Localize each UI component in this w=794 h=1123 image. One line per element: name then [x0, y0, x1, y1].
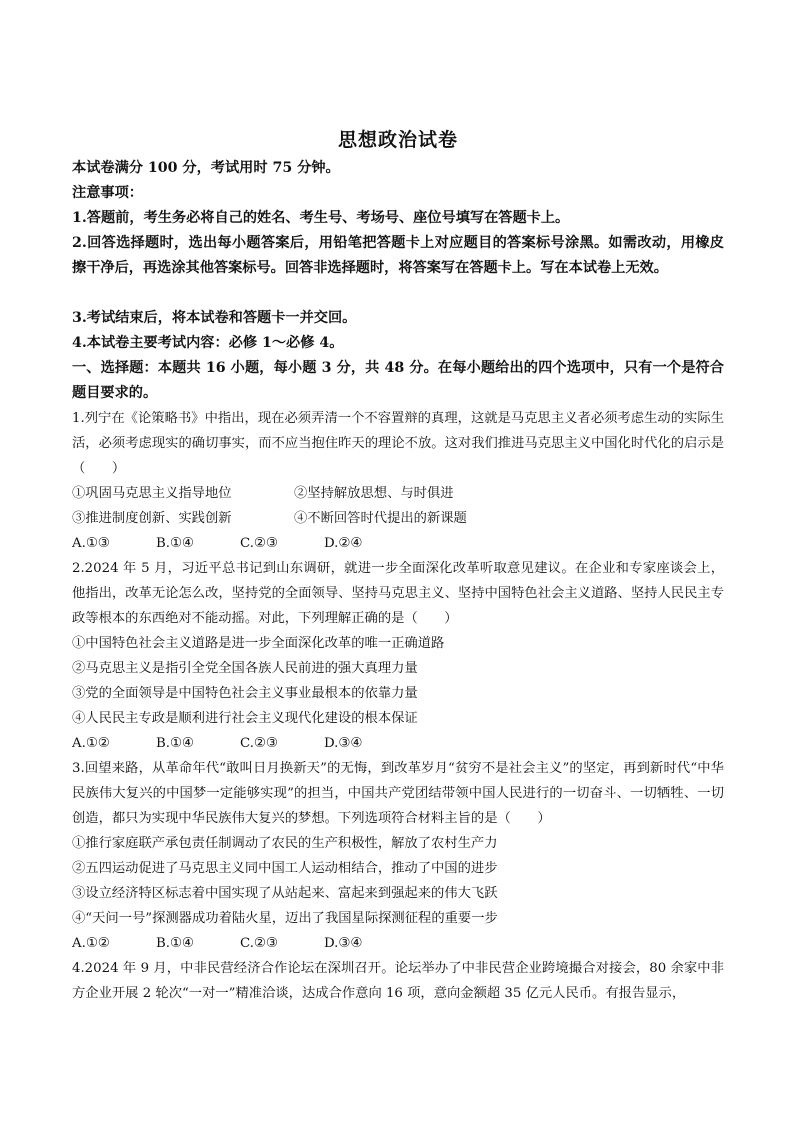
- answer-options: [72, 531, 724, 556]
- question-item: ①推行家庭联产承包责任制调动了农民的生产积极性，解放了农村生产力: [72, 836, 498, 851]
- answer-option: A.①③: [72, 536, 110, 551]
- answer-option: B.①④: [156, 536, 194, 551]
- question-stem: 4.2024 年 9 月，中非民营经济合作论坛在深圳召开。论坛举办了中非民营企业跨境撮合对接会，80 余家中非方企业开展 2 轮次“一对一”精准洽谈，达成合作意向 16 项，意向金额超 35 亿元人民币。有报告显示，: [72, 961, 724, 1001]
- section-heading: 一、选择题：本题共 16 小题，每小题 3 分，共 48 分。在每小题给出的四个选项中，只有一个是符合题目要求的。: [72, 360, 724, 401]
- question-3: [72, 756, 724, 956]
- notice-item-3: 3.考试结束后，将本试卷和答题卡一并交回。: [72, 310, 357, 326]
- answer-option: D.③④: [324, 736, 363, 751]
- answer-option: D.③④: [324, 936, 363, 951]
- answer-options: [72, 931, 724, 956]
- question-item: ④人民民主专政是顺利进行社会主义现代化建设的根本保证: [72, 711, 418, 726]
- question-item: ①中国特色社会主义道路是进一步全面深化改革的唯一正确道路: [72, 636, 445, 651]
- notice-heading: 注意事项：: [72, 185, 143, 201]
- question-stem: 2.2024 年 5 月，习近平总书记到山东调研，就进一步全面深化改革听取意见建议。在企业和专家座谈会上，他指出，改革无论怎么改，坚持党的全面领导、坚持马克思主义、坚持中国特色社会主义道路、坚持人民民主专政等根本的东西绝对不能动摇。对此，下列理解正确的是（ ）: [72, 561, 724, 626]
- question-item: ③设立经济特区标志着中国实现了从站起来、富起来到强起来的伟大飞跃: [72, 886, 498, 901]
- question-1: [72, 406, 724, 556]
- question-items-row: [72, 506, 724, 531]
- answer-option: C.②③: [240, 936, 278, 951]
- question-item: ④“天问一号”探测器成功着陆火星，迈出了我国星际探测征程的重要一步: [72, 911, 498, 926]
- answer-option: A.①②: [72, 736, 110, 751]
- question-item: ③党的全面领导是中国特色社会主义事业最根本的依靠力量: [72, 686, 418, 701]
- question-stem: 3.回望来路，从革命年代“敢叫日月换新天”的无悔，到改革岁月“贫穷不是社会主义”的坚定，再到新时代“中华民族伟大复兴的中国梦一定能够实现”的担当，中国共产党团结带领中国人民进行的一切奋斗、一切牺牲、一切创造，都只为实现中华民族伟大复兴的梦想。下列选项符合材料主旨的是（ ）: [72, 761, 724, 826]
- question-item: ①巩固马克思主义指导地位: [72, 486, 232, 501]
- answer-option: B.①④: [156, 936, 194, 951]
- answer-option: A.①②: [72, 936, 110, 951]
- question-item: ③推进制度创新、实践创新: [72, 511, 232, 526]
- exam-page: [72, 124, 724, 1006]
- question-item: ②坚持解放思想、与时俱进: [294, 486, 454, 501]
- exam-intro: 本试卷满分 100 分，考试用时 75 分钟。: [72, 160, 340, 176]
- answer-option: C.②③: [240, 536, 278, 551]
- question-item: ②马克思主义是指引全党全国各族人民前进的强大真理力量: [72, 661, 418, 676]
- question-stem: 1.列宁在《论策略书》中指出，现在必须弄清一个不容置辩的真理，这就是马克思主义者必须考虑生动的实际生活，必须考虑现实的确切事实，而不应当抱住昨天的理论不放。这对我们推进马克思主义中国化时代化的启示是（ ）: [72, 411, 724, 476]
- question-4: [72, 956, 724, 1006]
- answer-option: B.①④: [156, 736, 194, 751]
- answer-option: C.②③: [240, 736, 278, 751]
- answer-options: [72, 731, 724, 756]
- question-items-row: [72, 481, 724, 506]
- page-title: 思想政治试卷: [337, 129, 458, 151]
- notice-item-1: 1.答题前，考生务必将自己的姓名、考生号、考场号、座位号填写在答题卡上。: [72, 210, 570, 226]
- question-item: ②五四运动促进了马克思主义同中国工人运动相结合，推动了中国的进步: [72, 861, 498, 876]
- question-2: [72, 556, 724, 756]
- question-item: ④不断回答时代提出的新课题: [294, 511, 467, 526]
- answer-option: D.②④: [324, 536, 363, 551]
- notice-item-2: 2.回答选择题时，选出每小题答案后，用铅笔把答题卡上对应题目的答案标号涂黑。如需改动，用橡皮擦干净后，再选涂其他答案标号。回答非选择题时，将答案写在答题卡上。写在本试卷上无效。: [72, 235, 724, 276]
- notice-item-4: 4.本试卷主要考试内容：必修 1～必修 4。: [72, 335, 344, 351]
